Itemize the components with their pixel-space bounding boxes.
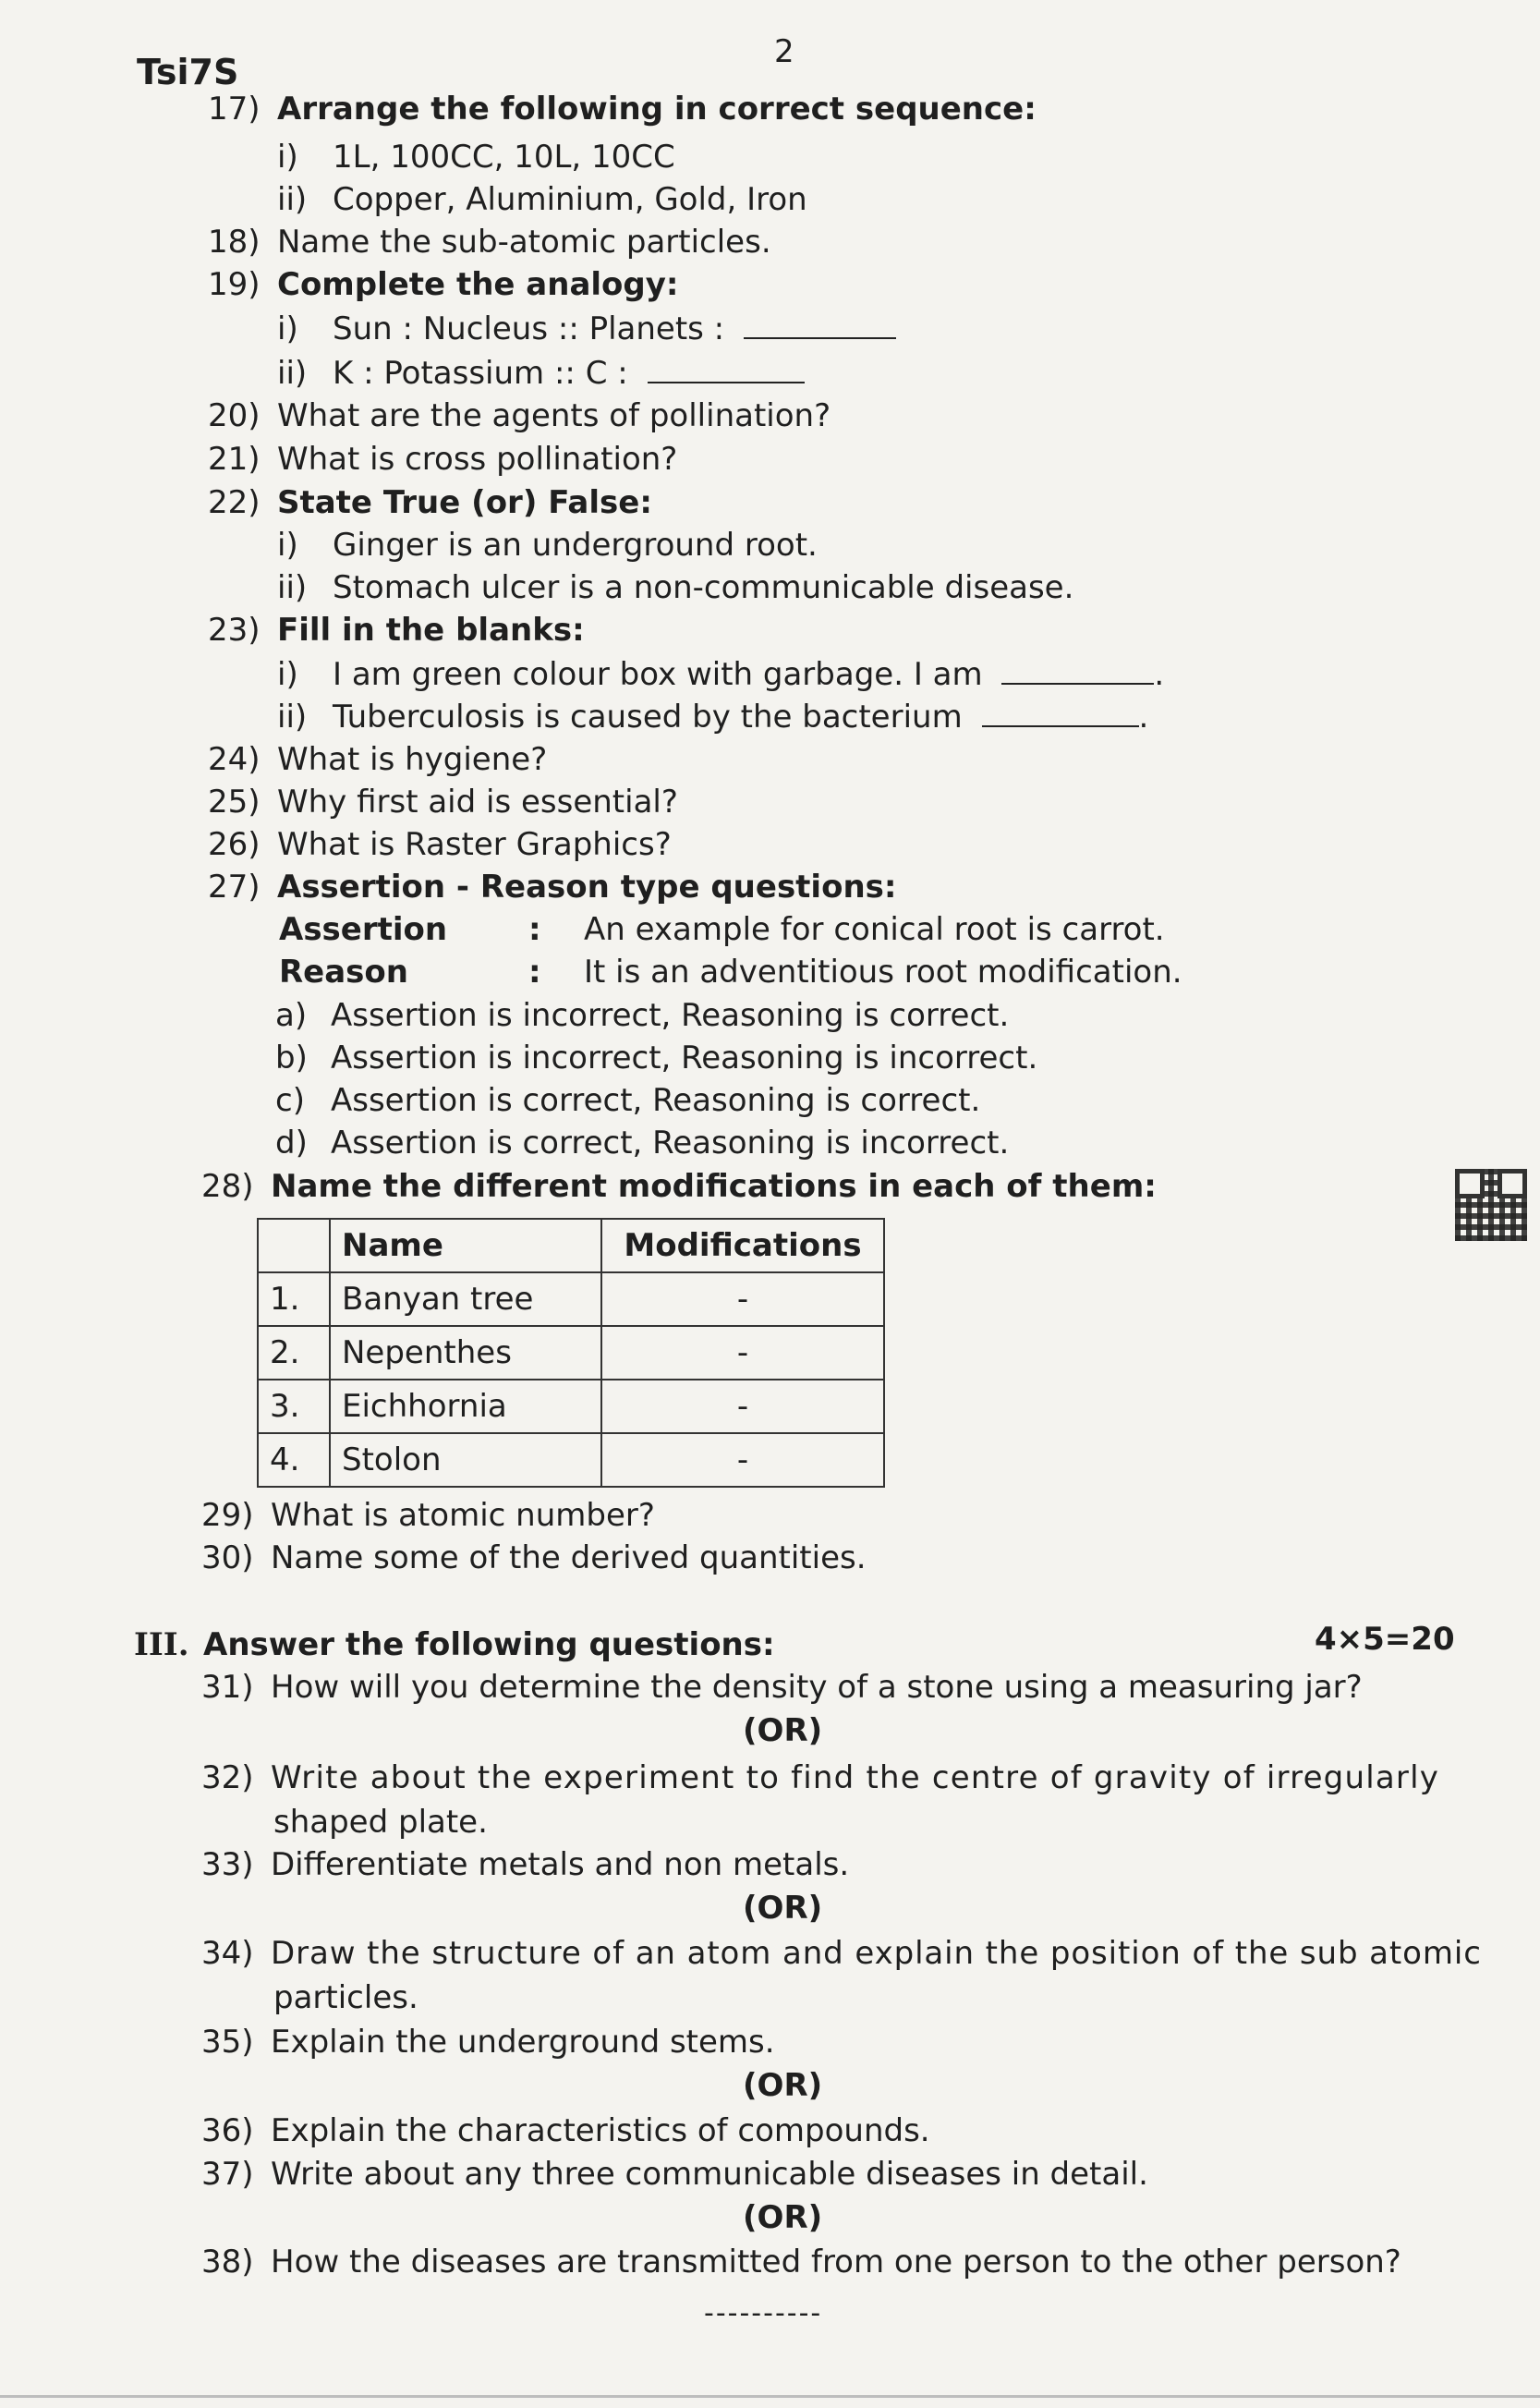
table-cell: Eichhornia [330,1380,601,1433]
question-36: 36) Explain the characteristics of compounds. [201,2112,930,2149]
table-cell: - [601,1380,884,1433]
question-25: 25) Why first aid is essential? [208,784,678,821]
table-cell: 3. [258,1380,330,1433]
table-row [258,1272,884,1326]
question-31: 31) How will you determine the density of a stone using a measuring jar? [201,1669,1363,1706]
table-cell: 1. [258,1272,330,1326]
question-19: 19) Complete the analogy: [208,266,679,303]
option-c: c) Assertion is correct, Reasoning is correct. [275,1082,981,1119]
option-a: a) Assertion is incorrect, Reasoning is correct. [275,997,1010,1034]
question-34: 34) Draw the structure of an atom and explain the position of the sub atomic [201,1935,1482,1972]
table-header-cell: Modifications [601,1219,884,1272]
question-27: 27) Assertion - Reason type questions: [208,869,897,906]
question-37: 37) Write about any three communicable diseases in detail. [201,2156,1148,2193]
question-30: 30) Name some of the derived quantities. [201,1539,867,1576]
question-29: 29) What is atomic number? [201,1497,655,1534]
question-19-sub-ii: ii) K : Potassium :: C : [277,353,805,394]
question-18: 18) Name the sub-atomic particles. [208,224,771,261]
table-row [258,1433,884,1487]
qr-code-icon [1455,1169,1527,1241]
question-19-sub-i: i) Sun : Nucleus :: Planets : [277,309,896,349]
question-17: 17) Arrange the following in correct sequence: [208,91,1037,128]
table-row [258,1380,884,1433]
table-header-cell [258,1219,330,1272]
question-26: 26) What is Raster Graphics? [208,826,672,863]
question-32-continuation: shaped plate. [273,1804,488,1841]
question-20: 20) What are the agents of pollination? [208,397,831,434]
question-35: 35) Explain the underground stems. [201,2024,775,2061]
page-number: 2 [774,33,794,70]
table-cell: Banyan tree [330,1272,601,1326]
question-22-sub-i: i) Ginger is an underground root. [277,527,818,564]
table-cell: 4. [258,1433,330,1487]
table-cell: - [601,1326,884,1380]
question-22: 22) State True (or) False: [208,484,652,521]
assertion-row: Assertion : An example for conical root is carrot. [279,911,1165,948]
table-header-cell: Name [330,1219,601,1272]
question-24: 24) What is hygiene? [208,741,548,778]
table-cell: Nepenthes [330,1326,601,1380]
table-row [258,1326,884,1380]
page-edge-line [0,2395,1540,2398]
question-22-sub-ii: ii) Stomach ulcer is a non-communicable disease. [277,569,1074,606]
question-34-continuation: particles. [273,1979,418,2016]
question-28: 28) Name the different modifications in each of them: [201,1168,1157,1205]
question-17-sub-i: i) 1L, 100CC, 10L, 10CC [277,139,675,176]
modifications-table [257,1218,885,1488]
paper-code: Tsi7S [137,52,239,92]
option-d: d) Assertion is correct, Reasoning is incorrect. [275,1125,1010,1161]
question-23-sub-i: i) I am green colour box with garbage. I am . [277,656,1165,693]
table-cell: - [601,1433,884,1487]
or-separator: (OR) [743,2199,823,2236]
or-separator: (OR) [743,1890,823,1927]
question-33: 33) Differentiate metals and non metals. [201,1846,850,1883]
question-21: 21) What is cross pollination? [208,441,678,478]
table-header-row [258,1219,884,1272]
question-23: 23) Fill in the blanks: [208,612,585,649]
end-of-paper-mark: ---------- [704,2297,823,2329]
question-17-sub-ii: ii) Copper, Aluminium, Gold, Iron [277,181,807,218]
section-3-heading: III. Answer the following questions: [134,1626,775,1663]
question-32: 32) Write about the experiment to find the centre of gravity of irregularly [201,1759,1440,1796]
question-38: 38) How the diseases are transmitted from one person to the other person? [201,2244,1401,2280]
table-cell: - [601,1272,884,1326]
table-cell: 2. [258,1326,330,1380]
table-cell: Stolon [330,1433,601,1487]
option-b: b) Assertion is incorrect, Reasoning is incorrect. [275,1040,1038,1076]
question-23-sub-ii: ii) Tuberculosis is caused by the bacterium . [277,699,1149,736]
reason-row: Reason : It is an adventitious root modification. [279,954,1182,991]
section-3-marks: 4×5=20 [1315,1621,1455,1658]
or-separator: (OR) [743,2067,823,2104]
or-separator: (OR) [743,1712,823,1749]
